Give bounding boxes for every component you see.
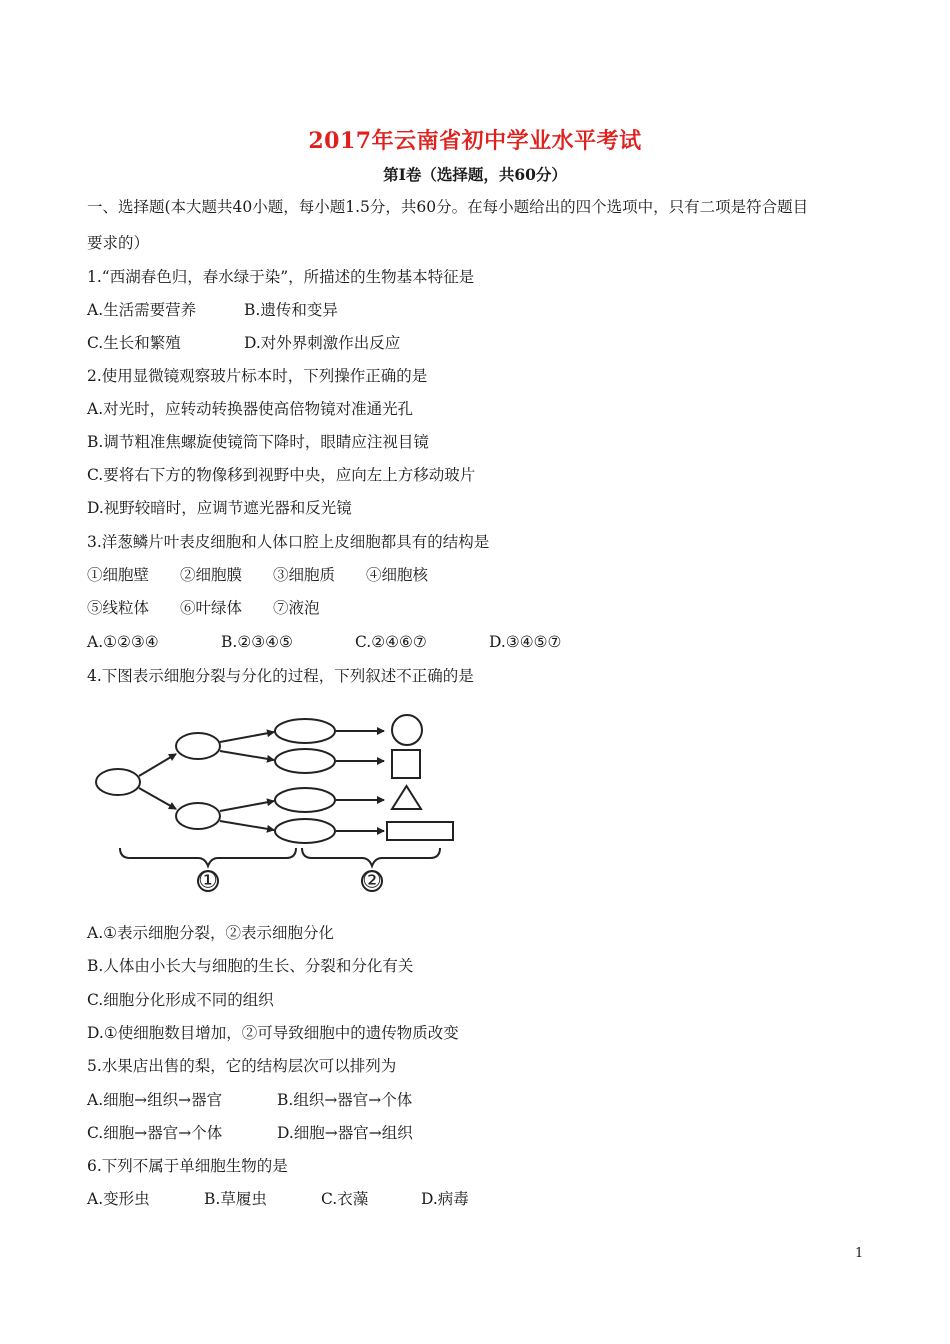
exam-title: 2017年云南省初中学业水平考试 (308, 128, 642, 154)
arrow-5 (220, 801, 274, 811)
differentiated-cell-circle (392, 715, 422, 745)
q3-structure-7: ⑦液泡 (273, 599, 320, 617)
differentiated-cell-square (392, 750, 420, 778)
differentiated-cell-triangle (392, 786, 421, 809)
q3-structure-2: ②细胞膜 (180, 566, 243, 584)
daughter-cell-4 (275, 819, 335, 843)
q1-option-a: A.生活需要营养 (87, 301, 197, 319)
q3-structure-1: ①细胞壁 (87, 566, 150, 584)
q3-stem: 3.洋葱鳞片叶表皮细胞和人体口腔上皮细胞都具有的结构是 (87, 533, 490, 551)
daughter-cell-1 (275, 719, 335, 743)
q3-structures-row-2 (87, 598, 320, 618)
q4-option-b: B.人体由小长大与细胞的生长、分裂和分化有关 (87, 957, 414, 975)
q6-option-c: C.衣藻 (321, 1190, 369, 1208)
q2-option-a: A.对光时，应转动转换器使高倍物镜对准通光孔 (87, 400, 414, 418)
q6-option-b: B.草履虫 (204, 1190, 267, 1208)
q2-option-c: C.要将右下方的物像移到视野中央，应向左上方移动玻片 (87, 466, 476, 484)
q6-options-row (87, 1189, 469, 1209)
section-title: 第Ⅰ卷（选择题，共60分） (383, 165, 567, 184)
q1-options-row-2 (87, 333, 400, 353)
q3-structure-6: ⑥叶绿体 (180, 599, 243, 617)
q3-structure-5: ⑤线粒体 (87, 599, 150, 617)
arrow-2 (139, 788, 176, 809)
figure-label-2: ② (362, 868, 382, 894)
q3-option-c: C.②④⑥⑦ (355, 633, 427, 651)
q2-option-b: B.调节粗准焦螺旋使镜筒下降时，眼睛应注视目镜 (87, 433, 429, 451)
arrow-4 (220, 751, 274, 760)
q5-option-d: D.细胞→器官→组织 (277, 1124, 413, 1142)
daughter-cell-2 (275, 749, 335, 773)
q5-options-row-2 (87, 1123, 413, 1143)
division-cell-top (176, 733, 220, 759)
q5-option-a: A.细胞→组织→器官 (87, 1091, 223, 1109)
q3-option-a: A.①②③④ (87, 633, 159, 651)
brace-2 (302, 848, 440, 866)
q5-options-row-1 (87, 1090, 412, 1110)
q1-stem: 1.“西湖春色归，春水绿于染”，所描述的生物基本特征是 (87, 268, 475, 286)
q1-options-row-1 (87, 300, 338, 320)
q4-option-a: A.①表示细胞分裂，②表示细胞分化 (87, 924, 335, 942)
q1-option-c: C.生长和繁殖 (87, 334, 181, 352)
q5-stem: 5.水果店出售的梨，它的结构层次可以排列为 (87, 1057, 397, 1075)
q1-option-d: D.对外界刺激作出反应 (244, 334, 401, 352)
q2-stem: 2.使用显微镜观察玻片标本时，下列操作正确的是 (87, 367, 428, 385)
division-cell-bottom (176, 803, 220, 829)
figure-label-1: ① (198, 868, 218, 894)
q3-option-d: D.③④⑤⑦ (489, 633, 562, 651)
q5-option-c: C.细胞→器官→个体 (87, 1124, 223, 1142)
q1-option-b: B.遗传和变异 (244, 301, 338, 319)
q3-structures-row-1 (87, 565, 428, 585)
q5-option-b: B.组织→器官→个体 (277, 1091, 413, 1109)
daughter-cell-3 (275, 788, 335, 812)
q3-option-b: B.②③④⑤ (221, 633, 293, 651)
q2-option-d: D.视野较暗时，应调节遮光器和反光镜 (87, 499, 352, 517)
page-number: 1 (855, 1246, 864, 1261)
q4-option-c: C.细胞分化形成不同的组织 (87, 991, 274, 1009)
brace-1 (120, 848, 296, 866)
q6-option-d: D.病毒 (421, 1190, 469, 1208)
q4-option-d: D.①使细胞数目增加，②可导致细胞中的遗传物质改变 (87, 1024, 459, 1042)
q4-stem: 4.下图表示细胞分裂与分化的过程，下列叙述不正确的是 (87, 667, 474, 685)
cell-division-differentiation-figure (90, 698, 470, 898)
q6-stem: 6.下列不属于单细胞生物的是 (87, 1157, 288, 1175)
differentiated-cell-rectangle (387, 822, 453, 840)
arrow-1 (139, 754, 176, 776)
parent-cell (96, 769, 140, 795)
q6-option-a: A.变形虫 (87, 1190, 150, 1208)
q3-options-row (87, 632, 561, 652)
arrow-6 (220, 821, 274, 830)
instructions-line-2: 要求的） (87, 234, 150, 252)
arrow-3 (220, 732, 274, 742)
q3-structure-3: ③细胞质 (273, 566, 336, 584)
q3-structure-4: ④细胞核 (366, 566, 429, 584)
instructions-line-1: 一、选择题(本大题共40小题，每小题1.5分，共60分。在每小题给出的四个选项中，只有二项是符合题目 (87, 198, 809, 216)
